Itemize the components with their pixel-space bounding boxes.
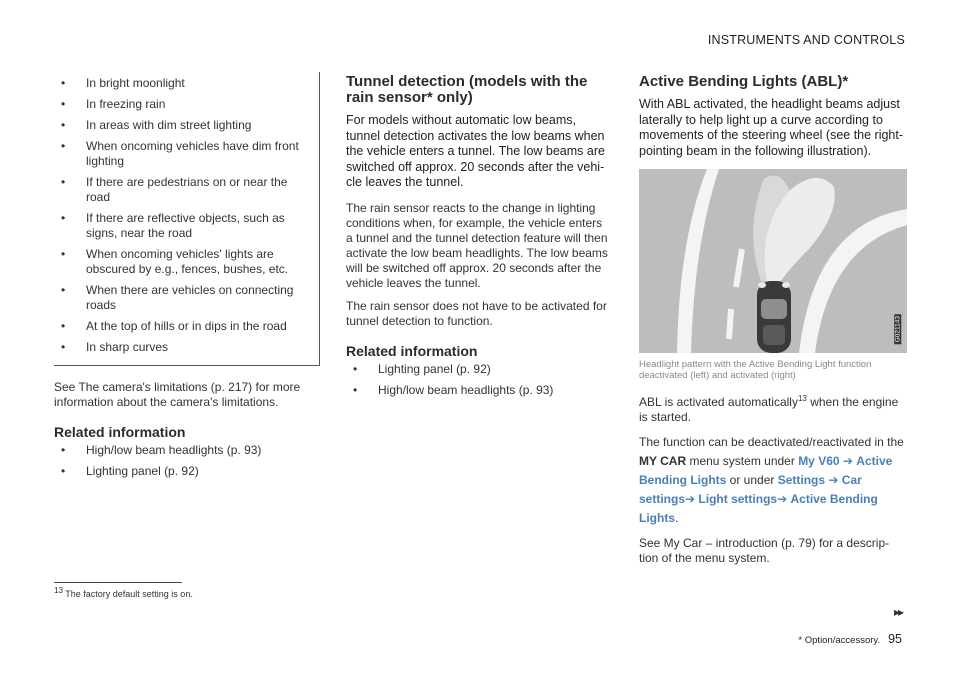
list-item: • In bright moonlight (54, 76, 311, 91)
menu-label-my-car: MY CAR (639, 454, 687, 468)
abl-activation-text: ABL is activated automatically$^{13}$ when the engine is started. (639, 394, 899, 424)
menu-item-my-v60: My V60 (798, 454, 840, 468)
footnote: $^{13}$ The factory default setting is on. (54, 586, 193, 599)
footnote-divider (54, 582, 182, 583)
section-header: INSTRUMENTS AND CONTROLS (707, 33, 905, 47)
headlight-pattern-illustration (639, 169, 907, 353)
related-link[interactable]: • High/low beam headlights (p. 93) (54, 443, 320, 458)
list-item: • In freezing rain (54, 97, 311, 112)
page-footer (798, 632, 902, 646)
arrow-right-icon: ➔ (828, 473, 839, 487)
option-note: * Option/accessory. (798, 635, 881, 646)
column-1 (54, 72, 320, 485)
arrow-right-icon: ➔ (685, 492, 696, 506)
tunnel-body-text: The rain sensor reacts to the change in lighting conditions when, for example, the vehicle enters a tunnel and the tunnel detection feature will then activate the low beam headlights. The low beams will be switched off approx. 20 seconds after the vehicle leaves the tunnel. (346, 200, 608, 290)
list-item: • At the top of hills or in dips in the road (54, 319, 311, 334)
related-link[interactable]: • High/low beam headlights (p. 93) (346, 383, 610, 398)
list-item: • When oncoming vehicles' lights are obscured by e.g., fences, bushes, etc. (54, 247, 311, 277)
related-info-heading: Related information (346, 342, 478, 359)
car-icon (757, 281, 791, 353)
tunnel-detection-heading: Tunnel detection (models with the rain sensor* only) (346, 73, 588, 106)
related-info-heading: Related information (54, 424, 186, 440)
menu-item-car-settings: Car settings (639, 473, 862, 506)
list-item: • If there are pedestrians on or near the road (54, 175, 311, 205)
figure-caption: Headlight pattern with the Active Bending Light function deactivated (left) and activated (right) (639, 359, 872, 381)
figure-code: G021143 (894, 316, 901, 343)
menu-item-light-settings: Light settings (698, 492, 778, 506)
abl-lead-text: With ABL activated, the headlight beams adjust laterally to help light up a curve according to movements of the steering wheel (see the right- pointing beam in the following illustration). (639, 97, 904, 158)
column-3 (639, 72, 907, 574)
arrow-right-icon: ➔ (842, 454, 853, 468)
list-item: • In sharp curves (54, 340, 311, 355)
list-item: • In areas with dim street lighting (54, 118, 311, 133)
list-item: • When there are vehicles on connecting roads (54, 283, 311, 313)
menu-item-active-bending-lights: Active Bending Lights (639, 454, 893, 487)
camera-limitations-text: See The camera's limitations (p. 217) for more information about the camera's limitations. (54, 380, 301, 409)
menu-path-text: The function can be deactivated/reactivated in the MY CAR menu system under My V60 ➔ Active Bending Lights or under Settings ➔ Car settings➔ Light settings➔ Active Bending Lights. (639, 435, 904, 525)
my-car-reference-text: See My Car – introduction (p. 79) for a descrip- tion of the menu system. (639, 536, 890, 565)
conditions-list (54, 76, 311, 355)
page-number: 95 (888, 632, 902, 646)
related-link[interactable]: • Lighting panel (p. 92) (346, 362, 610, 377)
tunnel-body-text-2: The rain sensor does not have to be activated for tunnel detection to function. (346, 298, 607, 328)
abl-heading: Active Bending Lights (ABL)* (639, 73, 849, 90)
tunnel-lead-text: For models without automatic low beams, tunnel detection activates the low beams when the vehicle enters a tunnel. The low beams are switched off approx. 20 seconds after the vehi- cle leaves the tunnel. (346, 113, 605, 189)
center-dash (729, 309, 731, 339)
related-link[interactable]: • Lighting panel (p. 92) (54, 464, 320, 479)
road-beam-svg (639, 169, 907, 353)
related-list (346, 362, 610, 398)
note-box (54, 72, 320, 366)
footnote-ref: 13 (797, 394, 807, 403)
menu-item-active-bending-lights-2: Active Bending Lights (639, 492, 878, 525)
column-2 (346, 72, 610, 404)
next-page-icon: ▸▸ (893, 605, 902, 619)
list-item: • If there are reflective objects, such as signs, near the road (54, 211, 311, 241)
menu-item-settings: Settings (777, 473, 826, 487)
list-item: • When oncoming vehicles have dim front lighting (54, 139, 311, 169)
related-list (54, 443, 320, 479)
arrow-right-icon: ➔ (777, 492, 788, 506)
